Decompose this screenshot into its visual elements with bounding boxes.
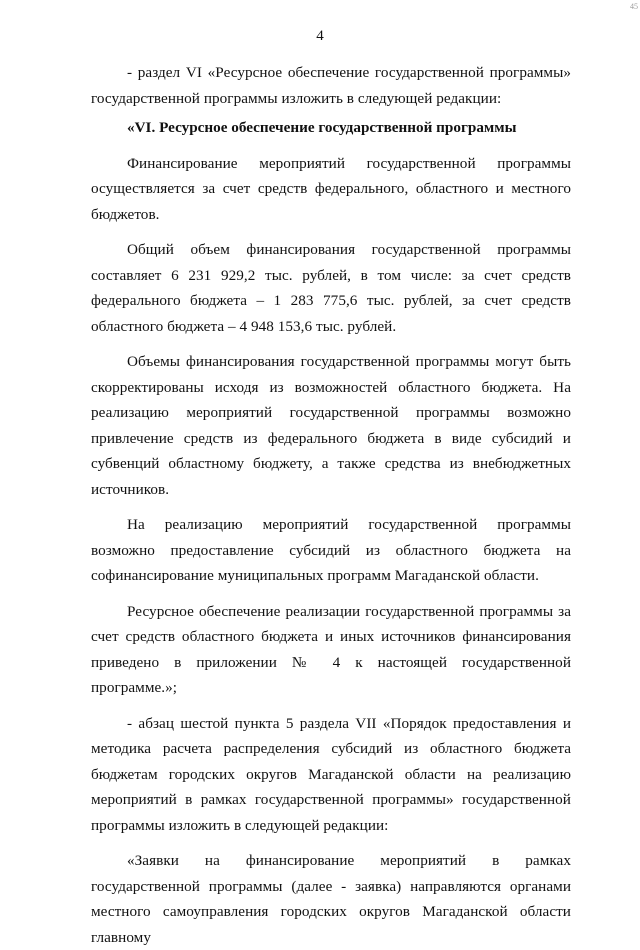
paragraph-appendix-reference: Ресурсное обеспечение реализации государственной программы за счет средств областного бюджета и иных источников финансирования приведено в приложении № 4 к настоящей государственной программе.»; bbox=[91, 602, 571, 696]
document-body bbox=[91, 60, 571, 950]
paragraph-section-vii-amendment: - абзац шестой пункта 5 раздела VII «Порядок предоставления и методика расчета распределения субсидий из областного бюджета бюджетам городских округов Магаданской области на реализацию мероприятий в рамках государственной программы» государственной программы изложить в следующей редакции: bbox=[91, 714, 571, 834]
page-number: 4 bbox=[316, 28, 324, 44]
paragraph-section-vi-amendment: - раздел VI «Ресурсное обеспечение государственной программы» государственной программы изложить в следующей редакции: bbox=[91, 64, 571, 107]
paragraph-total-volume: Общий объем финансирования государственной программы составляет 6 231 929,2 тыс. рублей, в том числе: за счет средств федерального бюджета – 1 283 775,6 тыс. рублей, за счет средств областного бюджета – 4 948 153,6 тыс. рублей. bbox=[91, 241, 571, 335]
paragraph-financing-sources: Финансирование мероприятий государственной программы осуществляется за счет средств федерального, областного и местного бюджетов. bbox=[91, 154, 571, 223]
corner-mark: 45 bbox=[630, 2, 638, 11]
paragraph-subsidies: На реализацию мероприятий государственной программы возможно предоставление субсидий из областного бюджета на софинансирование муниципальных программ Магаданской области. bbox=[91, 516, 571, 584]
paragraph-applications: «Заявки на финансирование мероприятий в рамках государственной программы (далее - заявка) направляются органами местного самоуправления городских округов Магаданской области главному bbox=[91, 852, 571, 946]
section-heading: «VI. Ресурсное обеспечение государственной программы bbox=[127, 119, 517, 136]
paragraph-adjustment: Объемы финансирования государственной программы могут быть скорректированы исходя из возможностей областного бюджета. На реализацию мероприятий государственной программы возможно привлечение средств из федерального бюджета в виде субсидий и субвенций областному бюджету, а также средства из внебюджетных источников. bbox=[91, 353, 571, 498]
